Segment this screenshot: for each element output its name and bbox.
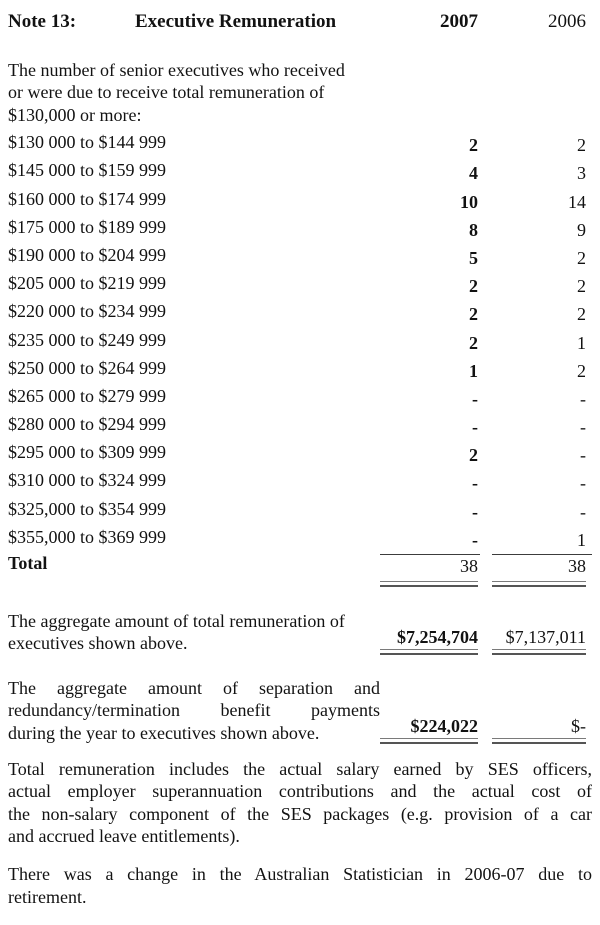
aggregate-remuneration-2006: $7,137,011	[505, 626, 586, 647]
value-2006: 2	[577, 135, 586, 156]
remuneration-band-table	[8, 128, 592, 551]
band-label: $145 000 to $159 999	[8, 160, 167, 181]
value-2006: -	[580, 445, 586, 466]
table-header	[8, 11, 592, 33]
table-row	[8, 354, 592, 382]
value-2006: 2	[577, 304, 586, 325]
value-2007: -	[472, 388, 478, 409]
value-2006: 9	[577, 219, 586, 240]
value-2007: 5	[469, 247, 478, 268]
value-2006: 14	[568, 191, 586, 212]
band-label: $175 000 to $189 999	[8, 216, 167, 237]
column-header-2006: 2006	[548, 11, 586, 32]
value-2006: -	[580, 417, 586, 438]
value-2006: -	[580, 501, 586, 522]
table-row	[8, 438, 592, 466]
double-rule	[380, 738, 478, 744]
value-2006: 2	[577, 276, 586, 297]
aggregate-separation-2007: $224,022	[410, 716, 478, 737]
band-label: $265 000 to $279 999	[8, 385, 167, 406]
table-row	[8, 326, 592, 354]
value-2006: 1	[492, 526, 592, 555]
value-2006: -	[580, 473, 586, 494]
double-rule	[380, 649, 478, 655]
value-2006: -	[580, 388, 586, 409]
intro-line: or were due to receive total remuneration of	[8, 82, 325, 103]
statistician-change-paragraph: There was a change in the Australian Statistician in 2006-07 due to retirement.	[8, 864, 592, 907]
value-2006: 3	[577, 163, 586, 184]
value-2006: 1	[577, 332, 586, 353]
header-label-cell	[8, 11, 380, 33]
table-row	[8, 410, 592, 438]
aggregate-remuneration-text: The aggregate amount of total remuneration of executives shown above.	[8, 611, 345, 654]
value-2007: -	[472, 501, 478, 522]
aggregate-separation-text: The aggregate amount of separation and redundancy/termination benefit payments during the year to executives shown above.	[8, 677, 380, 743]
value-2007: 2	[469, 304, 478, 325]
total-label: Total	[8, 553, 48, 574]
value-2007: -	[472, 473, 478, 494]
band-label: $130 000 to $144 999	[8, 132, 167, 153]
column-header-2007: 2007	[440, 11, 478, 32]
value-2007: 2	[469, 135, 478, 156]
band-label: $355,000 to $369 999	[8, 526, 167, 547]
band-label: $235 000 to $249 999	[8, 329, 167, 350]
table-row	[8, 128, 592, 156]
value-2007: -	[472, 417, 478, 438]
value-2007: 2	[469, 332, 478, 353]
value-2007: 2	[469, 276, 478, 297]
double-rule	[492, 738, 586, 744]
double-rule	[492, 581, 586, 587]
aggregate-remuneration-row	[8, 610, 592, 655]
total-row	[8, 551, 592, 576]
table-row	[8, 185, 592, 213]
value-2007: 8	[469, 219, 478, 240]
band-label: $280 000 to $294 999	[8, 414, 167, 435]
table-row	[8, 523, 592, 551]
table-row	[8, 213, 592, 241]
remuneration-definition-paragraph: Total remuneration includes the actual salary earned by SES officers, actual employer superannuation contributions and the actual cost of the non-salary component of the SES packages (e.g. provision of a car and accrued leave entitlements).	[8, 759, 592, 846]
band-label: $325,000 to $354 999	[8, 498, 167, 519]
aggregate-separation-row	[8, 677, 592, 744]
aggregate-remuneration-2007: $7,254,704	[397, 626, 478, 647]
table-row	[8, 156, 592, 184]
total-2006: 38	[568, 556, 586, 577]
double-rule	[492, 649, 586, 655]
band-label: $295 000 to $309 999	[8, 442, 167, 463]
table-row	[8, 382, 592, 410]
value-2007: 4	[469, 163, 478, 184]
table-row	[8, 269, 592, 297]
value-2007: -	[380, 526, 480, 555]
total-double-rule	[8, 579, 592, 587]
total-2007: 38	[460, 556, 478, 577]
value-2006: 2	[577, 360, 586, 381]
value-2007: 10	[460, 191, 478, 212]
band-label: $250 000 to $264 999	[8, 357, 167, 378]
intro-line: The number of senior executives who received	[8, 60, 345, 80]
band-label: $205 000 to $219 999	[8, 273, 167, 294]
band-label: $160 000 to $174 999	[8, 188, 167, 209]
intro-paragraph	[8, 59, 400, 126]
double-rule	[380, 581, 478, 587]
band-label: $190 000 to $204 999	[8, 244, 167, 265]
table-row	[8, 241, 592, 269]
aggregate-separation-2006: $-	[571, 716, 586, 737]
value-2007: 2	[469, 445, 478, 466]
value-2006: 2	[577, 247, 586, 268]
table-row	[8, 495, 592, 523]
page-title: Executive Remuneration	[135, 11, 337, 32]
table-row	[8, 297, 592, 325]
band-label: $220 000 to $234 999	[8, 301, 167, 322]
table-row	[8, 466, 592, 494]
band-label: $310 000 to $324 999	[8, 470, 167, 491]
note-number: Note 13:	[8, 11, 77, 32]
value-2007: 1	[469, 360, 478, 381]
intro-line: $130,000 or more:	[8, 104, 142, 125]
